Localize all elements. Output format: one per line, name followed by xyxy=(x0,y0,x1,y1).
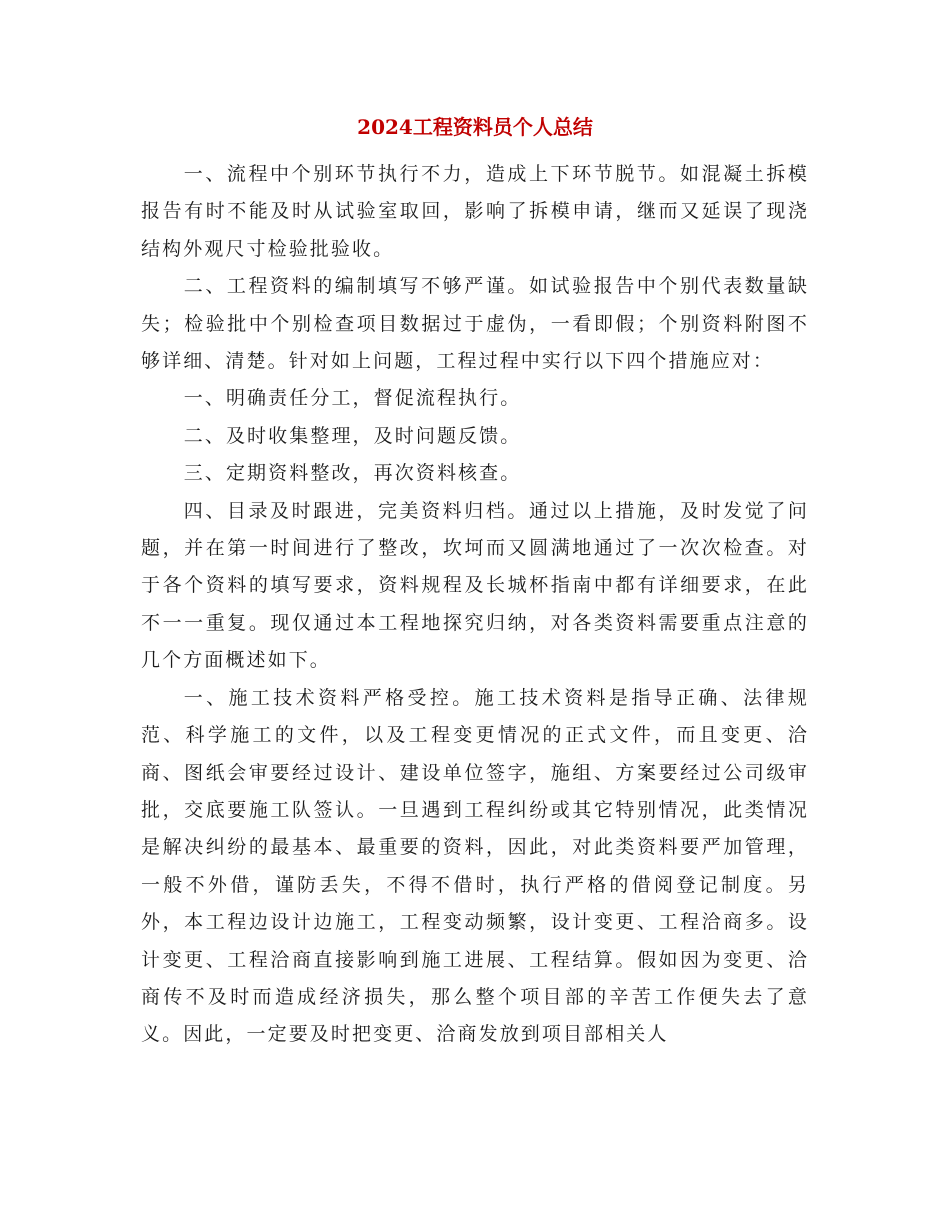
paragraph: 一、施工技术资料严格受控。施工技术资料是指导正确、法律规范、科学施工的文件，以及工程变更情况的正式文件，而且变更、洽商、图纸会审要经过设计、建设单位签字，施组、方案要经过公司级审批，交底要施工队签认。一旦遇到工程纠纷或其它特别情况，此类情况是解决纠纷的最基本、最重要的资料，因此，对此类资料要严加管理，一般不外借，谨防丢失，不得不借时，执行严格的借阅登记制度。另外，本工程边设计边施工，工程变动频繁，设计变更、工程洽商多。设计变更、工程洽商直接影响到施工进展、工程结算。假如因为变更、洽商传不及时而造成经济损失，那么整个项目部的辛苦工作便失去了意义。因此，一定要及时把变更、洽商发放到项目部相关人 xyxy=(141,686,809,1046)
document-title: 2024工程资料员个人总结 xyxy=(357,115,593,139)
paragraph: 一、流程中个别环节执行不力，造成上下环节脱节。如混凝土拆模报告有时不能及时从试验室取回，影响了拆模申请，继而又延误了现浇结构外观尺寸检验批验收。 xyxy=(141,163,809,260)
document-body xyxy=(141,156,809,1054)
paragraph: 二、及时收集整理，及时问题反馈。 xyxy=(183,424,522,447)
paragraph: 三、定期资料整改，再次资料核查。 xyxy=(183,462,522,485)
paragraph: 一、明确责任分工，督促流程执行。 xyxy=(183,387,522,410)
paragraph: 二、工程资料的编制填写不够严谨。如试验报告中个别代表数量缺失；检验批中个别检查项目数据过于虚伪，一看即假；个别资料附图不够详细、清楚。针对如上问题，工程过程中实行以下四个措施应对： xyxy=(141,275,809,373)
paragraph: 四、目录及时跟进，完美资料归档。通过以上措施，及时发觉了问题，并在第一时间进行了整改，坎坷而又圆满地通过了一次次检查。对于各个资料的填写要求，资料规程及长城杯指南中都有详细要求，在此不一一重复。现仅通过本工程地探究归纳，对各类资料需要重点注意的几个方面概述如下。 xyxy=(141,499,809,672)
